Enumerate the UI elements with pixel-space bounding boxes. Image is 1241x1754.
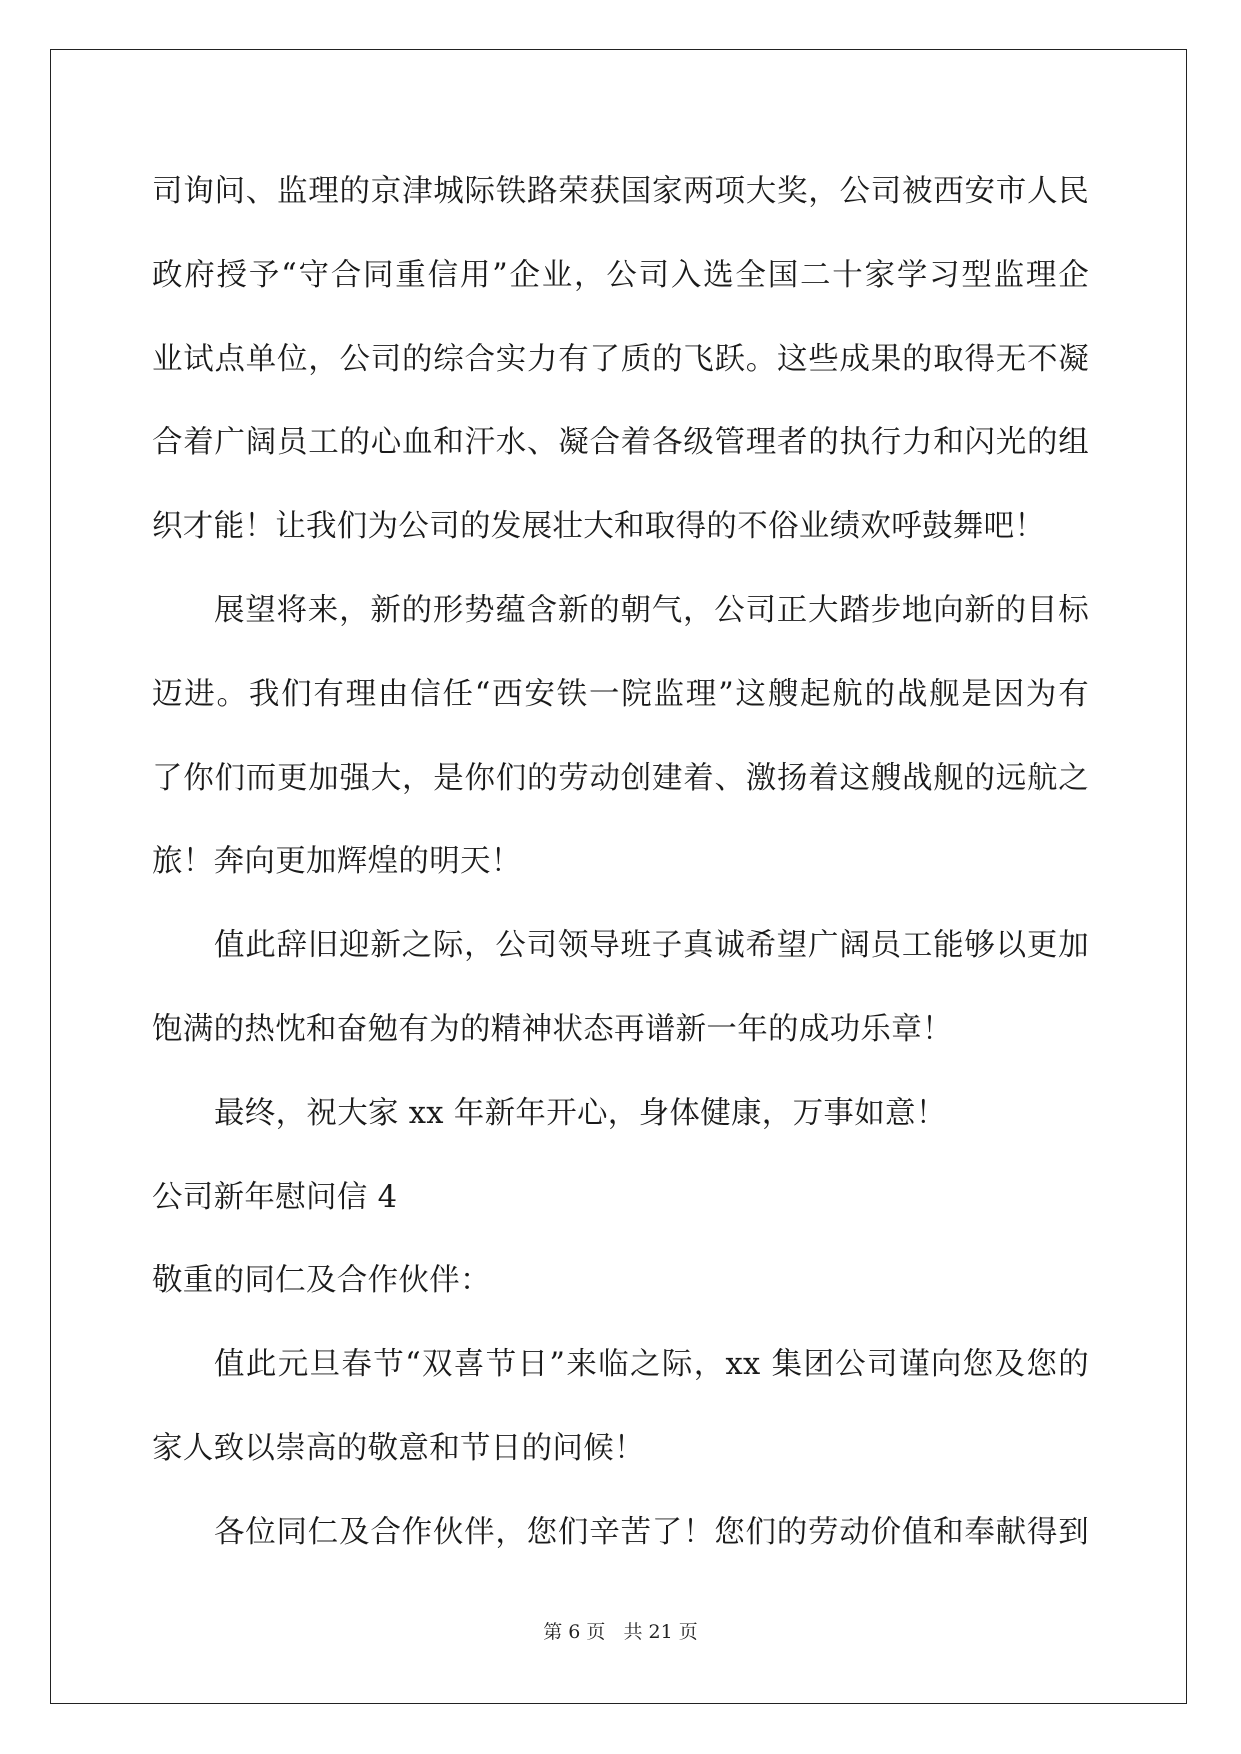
text-line: 展望将来，新的形势蕴含新的朝气，公司正大踏步地向新的目标 xyxy=(214,592,1089,628)
text-line: 织才能！让我们为公司的发展壮大和取得的不俗业绩欢呼鼓舞吧！ xyxy=(152,509,1046,545)
text-line: 旅！奔向更加辉煌的明天！ xyxy=(152,844,522,880)
text-line: 迈进。我们有理由信任“西安铁一院监理”这艘起航的战舰是因为有 xyxy=(152,676,1089,712)
salutation: 敬重的同仁及合作伙伴： xyxy=(152,1263,491,1299)
paragraph-1 xyxy=(152,150,1089,569)
document-body xyxy=(152,150,1089,1575)
paragraph-3 xyxy=(152,904,1089,1072)
text-line: 各位同仁及合作伙伴，您们辛苦了！您们的劳动价值和奉献得到 xyxy=(214,1514,1089,1550)
text-line: 值此元旦春节“双喜节日”来临之际，xx 集团公司谨向您及您的 xyxy=(214,1347,1089,1383)
page-footer xyxy=(0,1617,1241,1644)
paragraph-4 xyxy=(152,1072,1089,1156)
text-line: 值此辞旧迎新之际，公司领导班子真诚希望广阔员工能够以更加 xyxy=(214,928,1089,964)
current-page-number: 第 6 页 xyxy=(543,1621,606,1643)
text-line: 政府授予“守合同重信用”企业，公司入选全国二十家学习型监理企 xyxy=(152,257,1089,293)
text-line: 最终，祝大家 xx 年新年开心，身体健康，万事如意！ xyxy=(214,1095,947,1131)
text-line: 了你们而更加强大，是你们的劳动创建着、激扬着这艘战舰的远航之 xyxy=(152,760,1089,796)
total-pages: 共 21 页 xyxy=(623,1621,698,1643)
section-heading: 公司新年慰问信 4 xyxy=(152,1179,398,1215)
text-line: 司询问、监理的京津城际铁路荣获国家两项大奖，公司被西安市人民 xyxy=(152,174,1089,209)
text-line: 家人致以崇高的敬意和节日的问候！ xyxy=(152,1430,645,1466)
text-line: 饱满的热忱和奋勉有为的精神状态再谱新一年的成功乐章！ xyxy=(152,1011,953,1047)
paragraph-2 xyxy=(152,569,1089,904)
text-line: 业试点单位，公司的综合实力有了质的飞跃。这些成果的取得无不凝 xyxy=(152,341,1089,377)
text-line: 合着广阔员工的心血和汗水、凝合着各级管理者的执行力和闪光的组 xyxy=(152,425,1089,461)
paragraph-6 xyxy=(152,1491,1089,1575)
paragraph-5 xyxy=(152,1323,1089,1491)
